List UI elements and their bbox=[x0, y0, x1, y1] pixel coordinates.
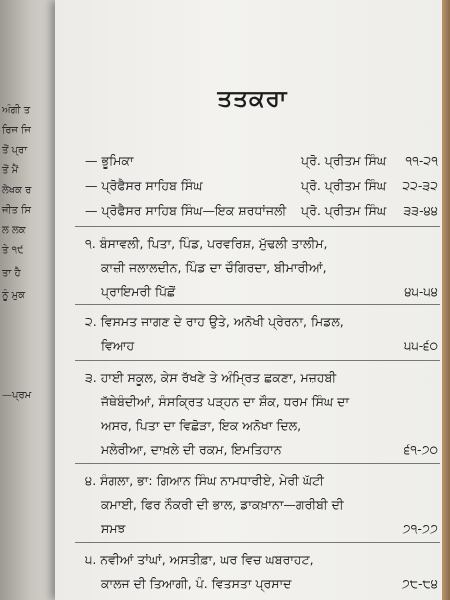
chapter-line: ਸਮਝ bbox=[101, 521, 126, 536]
facing-page-text: ਤਾ ਹੈ bbox=[2, 268, 21, 279]
entry-title: — ਪ੍ਰੋਫੈਸਰ ਸਾਹਿਬ ਸਿੰਘ—ਇਕ ਸ਼ਰਧਾਂਜਲੀ bbox=[85, 203, 287, 218]
chapter-line: ਕਾਜ਼ੀ ਜਲਾਲਦੀਨ, ਪਿੰਡ ਦਾ ਚੌਗਿਰਦਾ, ਬੀਮਾਰੀਆਂ, bbox=[101, 260, 327, 275]
facing-page-text: ਤੋਂ ਪ੍ਰਾ bbox=[2, 145, 28, 156]
divider bbox=[75, 226, 440, 227]
divider bbox=[75, 463, 440, 464]
chapter-line: ੪. ਸੰਗਲਾ, ਭਾ: ਗਿਆਨ ਸਿੰਘ ਨਾਮਧਾਰੀਏ, ਮੇਰੀ ਘੱਟੀ bbox=[85, 473, 324, 488]
entry-pages: ੨੨-੩੨ bbox=[402, 178, 438, 193]
facing-page-text: ਲ ਲਕ bbox=[2, 225, 26, 236]
chapter-line: ਕਾਲਜ ਦੀ ਤਿਆਗੀ, ਪੰ. ਵਿਤਸਤਾ ਪ੍ਰਸਾਦ bbox=[101, 576, 292, 591]
divider bbox=[75, 542, 440, 543]
chapter-line: ਮਲੇਰੀਆ, ਦਾਖ਼ਲੇ ਦੀ ਰਕਮ, ਇਮਤਿਹਾਨ bbox=[101, 442, 282, 457]
entry-author: ਪ੍ਰੋ. ਪ੍ਰੀਤਮ ਸਿੰਘ bbox=[301, 153, 387, 168]
chapter-line: ੩. ਹਾਈ ਸਕੂਲ, ਕੇਸ ਰੱਖਣੇ ਤੇ ਅੰਮ੍ਰਿਤ ਛਕਣਾ, ਮਜ਼ਹਬੀ bbox=[85, 370, 337, 385]
entry-pages: ੩੩-੪੪ bbox=[403, 203, 438, 218]
facing-page-text: ਲੇਖਕ ਰ bbox=[2, 185, 32, 196]
entry-author: ਪ੍ਰੋ. ਪ੍ਰੀਤਮ ਸਿੰਘ bbox=[301, 178, 387, 193]
page-title: ਤਤਕਰਾ bbox=[217, 86, 288, 112]
entry-pages: ੧੧-੨੧ bbox=[405, 153, 438, 168]
facing-page-text: ਨੂੰ ਮੁਕ bbox=[2, 290, 26, 301]
chapter-pages: ੭੮-੮੪ bbox=[401, 576, 438, 591]
chapter-line: ੨. ਵਿਸਮਤ ਜਾਗਣ ਦੇ ਰਾਹ ਉਤੇ, ਅਨੋਖੀ ਪ੍ਰੇਰਨਾ, ਮਿਡਲ, bbox=[85, 314, 344, 329]
entry-author: ਪ੍ਰੋ. ਪ੍ਰੀਤਮ ਸਿੰਘ bbox=[301, 203, 387, 218]
chapter-line: ੧. ਬੰਸਾਵਲੀ, ਪਿਤਾ, ਪਿੰਡ, ਪਰਵਰਿਸ਼, ਮੁੱਢਲੀ ਤਾਲੀਮ, bbox=[85, 236, 328, 251]
chapter-line: ਅਸਰ, ਪਿਤਾ ਦਾ ਵਿਛੋੜਾ, ਇਕ ਅਨੋਖਾ ਦਿਲ, bbox=[101, 418, 302, 433]
chapter-pages: ੬੧-੭੦ bbox=[403, 442, 438, 457]
divider bbox=[75, 304, 440, 305]
entry-title: — ਪ੍ਰੋਫੈਸਰ ਸਾਹਿਬ ਸਿੰਘ bbox=[85, 178, 203, 193]
chapter-pages: ੫੫-੬੦ bbox=[404, 338, 438, 353]
entry-title: — ਭੂਮਿਕਾ bbox=[85, 153, 134, 168]
show-through-text bbox=[63, 0, 443, 80]
facing-page-text: ਅੰਗੀ ਤ bbox=[2, 105, 31, 116]
chapter-line: ਜੱਥੇਬੰਦੀਆਂ, ਸੰਸਕ੍ਰਿਤ ਪੜ੍ਹਨ ਦਾ ਸ਼ੌਕ, ਧਰਮ ਸਿੰਘ ਦਾ bbox=[101, 394, 350, 409]
chapter-line: ੫. ਨਵੀਆਂ ਤਾਂਘਾਂ, ਅਸਤੀਫ਼ਾ, ਘਰ ਵਿਚ ਘਬਰਾਹਟ, bbox=[85, 552, 314, 567]
chapter-pages: ੪੫-੫੪ bbox=[404, 284, 438, 299]
chapter-line: ਵਿਆਹ bbox=[101, 338, 135, 353]
facing-page-text: ਤੇ ੧੯ bbox=[2, 245, 24, 256]
chapter-line: ਕਮਾਈ, ਫਿਰ ਨੌਕਰੀ ਦੀ ਭਾਲ, ਡਾਕਖ਼ਾਨਾ—ਗਰੀਬੀ ਦੀ bbox=[101, 497, 344, 512]
table-edge bbox=[442, 0, 450, 600]
chapter-line: ਪ੍ਰਾਇਮਰੀ ਪਿੱਛੋਂ bbox=[101, 284, 176, 299]
facing-page-text: ਜੀਤ ਸਿ bbox=[2, 205, 31, 216]
facing-page-text: —ਪ੍ਰਮ bbox=[2, 390, 32, 401]
facing-page-text: ਰਿਜ ਜਿ bbox=[2, 125, 31, 136]
facing-page-text: ਤੋਂ ਮੈਂ bbox=[2, 165, 19, 176]
divider bbox=[75, 360, 440, 361]
contents-page bbox=[55, 0, 450, 600]
chapter-pages: ੭੧-੭੭ bbox=[402, 521, 438, 536]
